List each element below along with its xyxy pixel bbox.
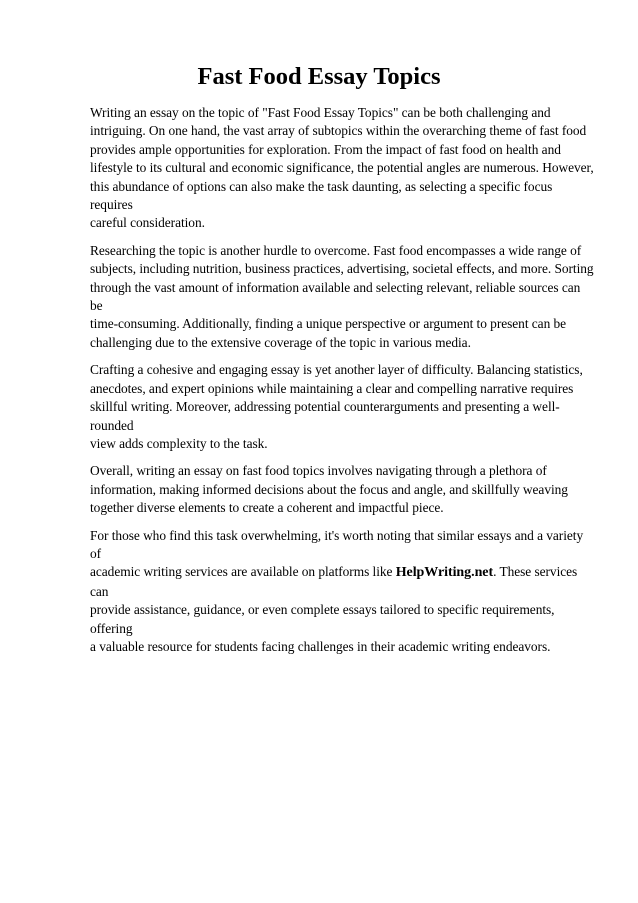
paragraph-4: Overall, writing an essay on fast food topics involves navigating through a plethora of information, making informed decisions about the focus and angle, and skillfully weaving together diverse elements to create a coherent and impactful piece. xyxy=(90,463,568,516)
paragraph-2: Researching the topic is another hurdle to overcome. Fast food encompasses a wide range of subjects, including nutrition, business practices, advertising, societal effects, and more. Sorting through the vast amount of information available and selecting relevant, reliable sources can be time-consuming. Additionally, finding a unique perspective or argument to present can be challenging due to the extensive coverage of the topic in various media. xyxy=(90,242,594,350)
document-title: Fast Food Essay Topics xyxy=(197,63,441,90)
helpwriting-link[interactable]: HelpWriting.net xyxy=(395,565,494,581)
paragraph-5 xyxy=(90,527,595,657)
paragraph-1: Writing an essay on the topic of "Fast Food Essay Topics" can be both challenging and intriguing. On one hand, the vast array of subtopics within the overarching theme of fast food provides ample opportunities for exploration. From the impact of fast food on health and lifestyle to its cultural and economic significance, the potential angles are numerous. However, this abundance of options can also make the task daunting, as selecting a specific focus requires careful consideration. xyxy=(90,105,594,231)
paragraph-5-before-link: For those who find this task overwhelming, it's worth noting that similar essays and a variety of academic writing services are available on platforms like xyxy=(90,527,584,580)
document-body xyxy=(90,104,595,665)
paragraph-3: Crafting a cohesive and engaging essay is yet another layer of difficulty. Balancing statistics, anecdotes, and expert opinions while maintaining a clear and compelling narrative requires skillful writing. Moreover, addressing potential counterarguments and presenting a well-rounded view adds complexity to the task. xyxy=(90,362,583,451)
paragraph-5-after-link: . These services can provide assistance, guidance, or even complete essays tailored to specific requirements, offering a valuable resource for students facing challenges in their academic writing endeavors. xyxy=(90,564,578,654)
